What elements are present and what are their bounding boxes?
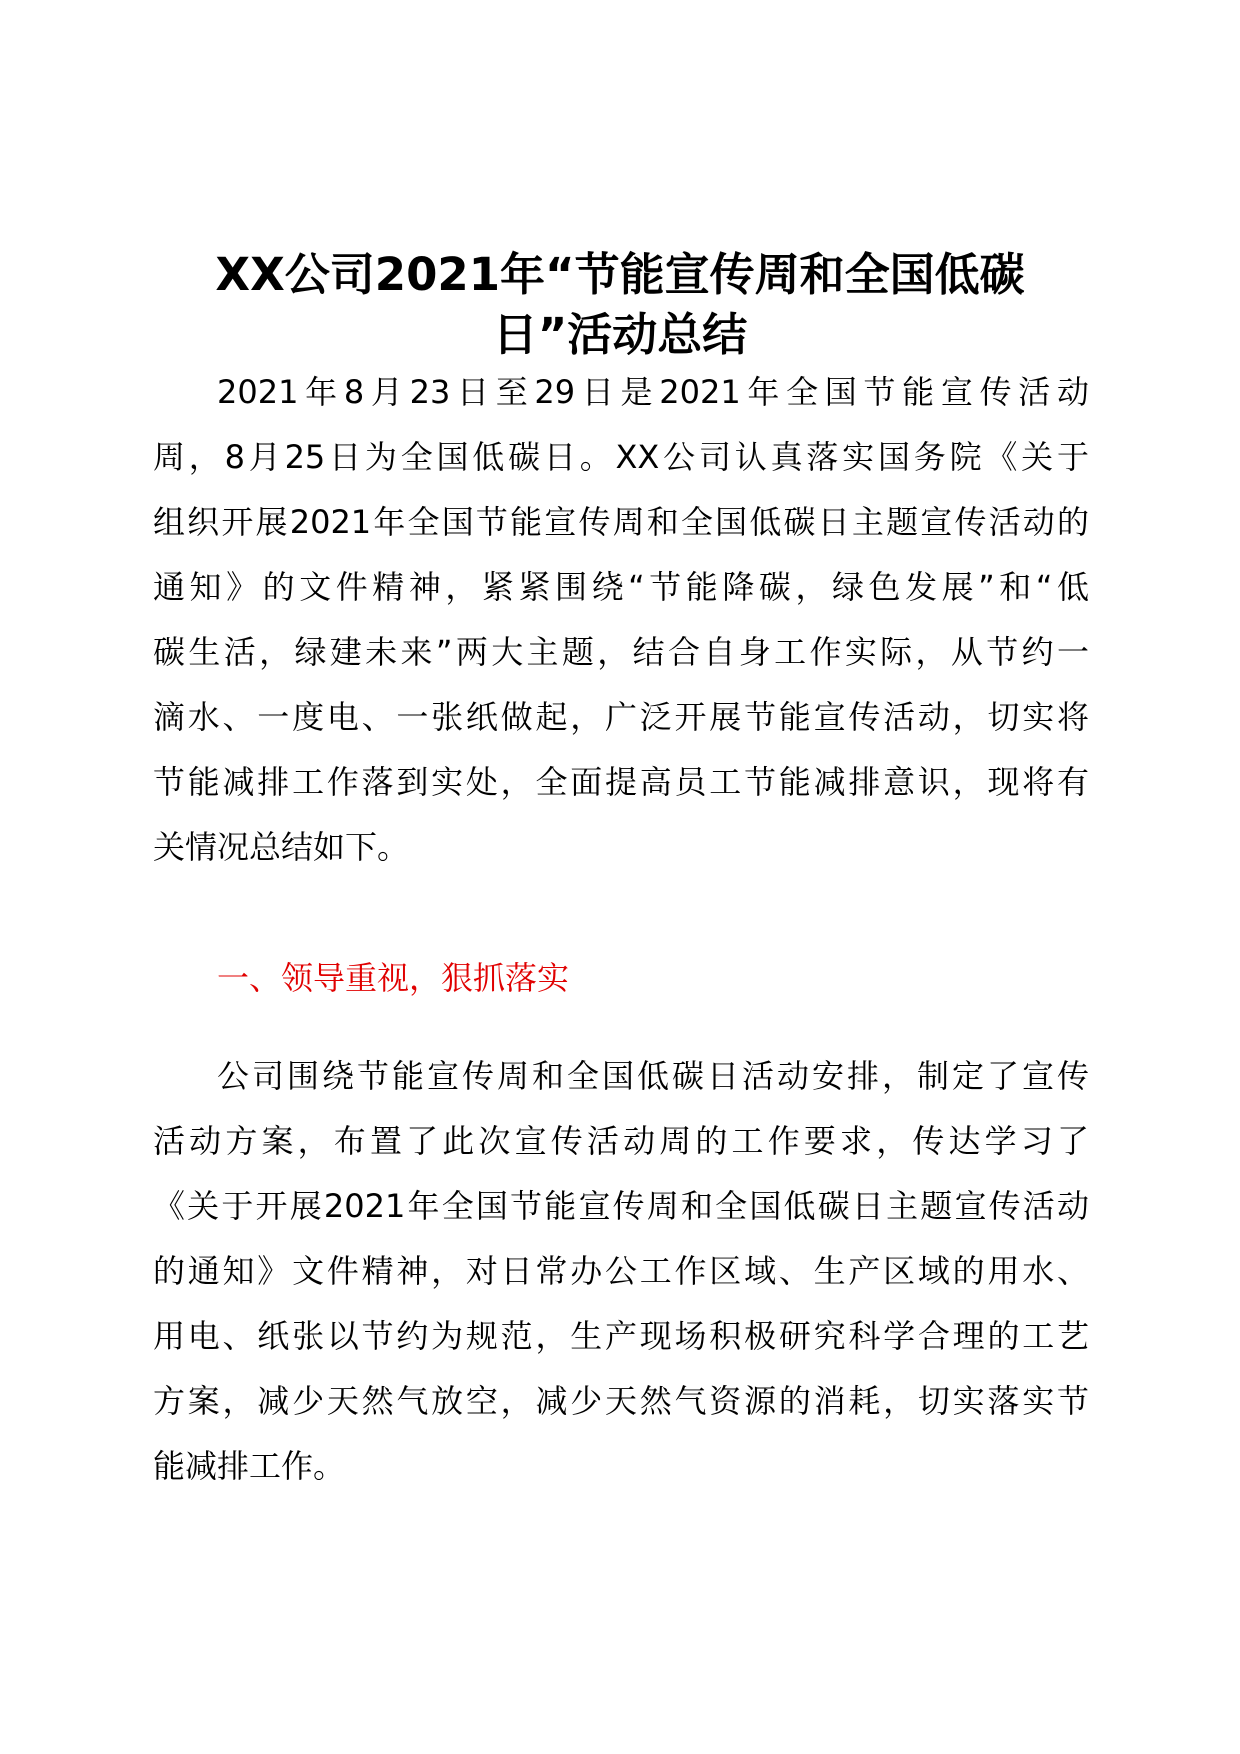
paragraph-line: 滴水、一度电、一张纸做起，广泛开展节能宣传活动，切实将	[153, 698, 1089, 736]
paragraph-line: 用电、纸张以节约为规范，生产现场积极研究科学合理的工艺	[153, 1317, 1089, 1355]
title-line-1: XX公司2021年“节能宣传周和全国低碳	[215, 248, 1025, 301]
paragraph-line: 2021年8月23日至29日是2021年全国节能宣传活动	[217, 373, 1089, 411]
paragraph-line: 组织开展2021年全国节能宣传周和全国低碳日主题宣传活动的	[153, 503, 1089, 541]
paragraph-line: 公司围绕节能宣传周和全国低碳日活动安排，制定了宣传	[217, 1057, 1089, 1095]
paragraph-section-1	[153, 1044, 1089, 1499]
paragraph-line: 《关于开展2021年全国节能宣传周和全国低碳日主题宣传活动	[153, 1187, 1089, 1225]
section-heading-1: 一、领导重视，狠抓落实	[217, 959, 570, 997]
paragraph-line: 能减排工作。	[153, 1447, 346, 1485]
paragraph-line: 活动方案，布置了此次宣传活动周的工作要求，传达学习了	[153, 1122, 1089, 1160]
paragraph-line: 方案，减少天然气放空，减少天然气资源的消耗，切实落实节	[153, 1382, 1089, 1420]
paragraph-line: 通知》的文件精神，紧紧围绕“节能降碳，绿色发展”和“低	[153, 568, 1089, 606]
title-line-2: 日”活动总结	[492, 308, 748, 361]
paragraph-line: 周，8月25日为全国低碳日。XX公司认真落实国务院《关于	[153, 438, 1089, 476]
paragraph-line: 碳生活，绿建未来”两大主题，结合自身工作实际，从节约一	[153, 633, 1089, 671]
paragraph-line: 关情况总结如下。	[153, 828, 410, 866]
document-title	[150, 245, 1090, 365]
paragraph-intro	[153, 360, 1089, 880]
paragraph-line: 节能减排工作落到实处，全面提高员工节能减排意识，现将有	[153, 763, 1089, 801]
paragraph-line: 的通知》文件精神，对日常办公工作区域、生产区域的用水、	[153, 1252, 1089, 1290]
